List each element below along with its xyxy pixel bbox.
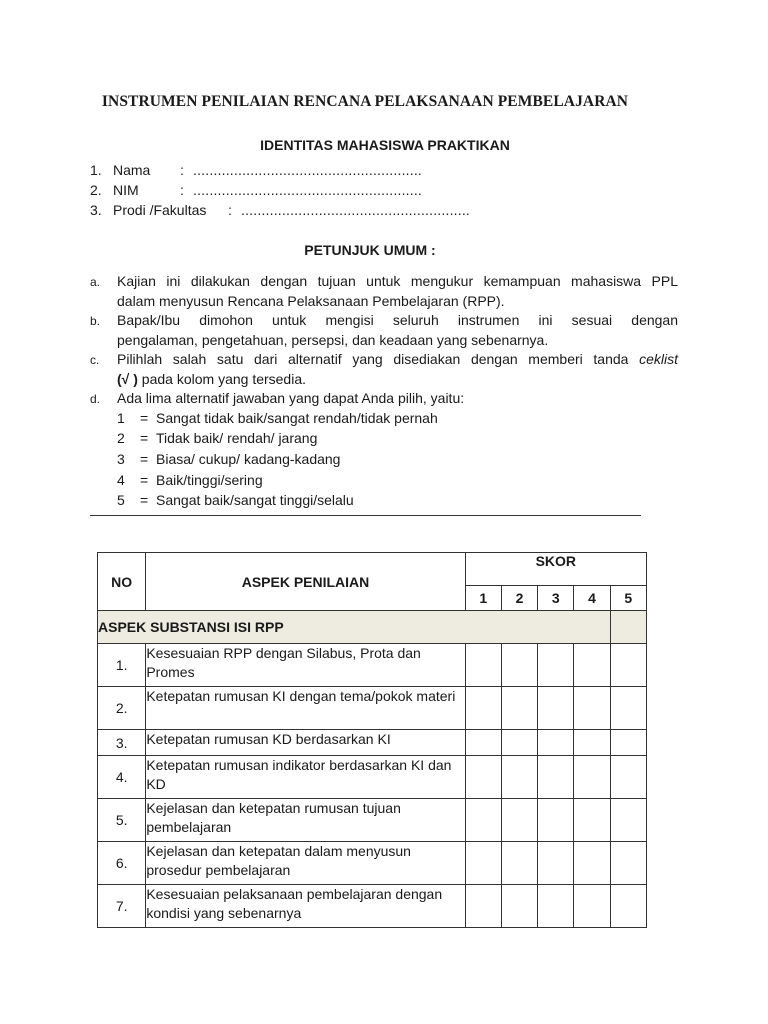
row-number: 4.: [98, 756, 146, 799]
row-number: 6.: [98, 842, 146, 885]
section-blank-cell: [610, 611, 646, 644]
score-cell[interactable]: [574, 842, 610, 885]
score-cell[interactable]: [610, 756, 646, 799]
score-cell[interactable]: [501, 842, 537, 885]
scale-item: [90, 429, 678, 450]
guide-list: [90, 272, 678, 512]
header-aspect: ASPEK PENILAIAN: [146, 553, 465, 611]
score-cell[interactable]: [538, 687, 574, 730]
identity-label: Nama: [113, 162, 151, 178]
score-cell[interactable]: [501, 756, 537, 799]
score-cell[interactable]: [538, 730, 574, 756]
assessment-table: [97, 552, 647, 928]
scale-number: 2: [117, 430, 125, 447]
score-cell[interactable]: [465, 756, 501, 799]
score-column-2: 2: [501, 586, 537, 611]
guide-text: Bapak/Ibu dimohon untuk mengisi seluruh instrumen ini sesuai dengan: [117, 312, 678, 328]
row-number: 5.: [98, 799, 146, 842]
guide-text: Pilihlah salah satu dari alternatif yang disediakan dengan memberi tanda: [117, 351, 629, 367]
score-cell[interactable]: [610, 799, 646, 842]
guide-marker: b.: [90, 314, 101, 328]
section-title: ASPEK SUBSTANSI ISI RPP: [98, 611, 611, 644]
identity-fill-dots: ........................................................: [241, 202, 471, 218]
identity-heading: IDENTITAS MAHASISWA PRAKTIKAN: [260, 137, 510, 153]
table-row: [98, 799, 647, 842]
row-aspect: Kesesuaian RPP dengan Silabus, Prota dan Promes: [146, 644, 465, 687]
score-cell[interactable]: [574, 644, 610, 687]
guide-text: pengalaman, pengetahuan, persepsi, dan keadaan yang sebenarnya.: [117, 331, 549, 348]
guide-marker: c.: [90, 353, 100, 367]
score-column-5: 5: [610, 586, 646, 611]
table-row: [98, 885, 647, 928]
score-cell[interactable]: [574, 756, 610, 799]
score-cell[interactable]: [610, 644, 646, 687]
identity-number: 2.: [90, 182, 102, 198]
row-aspect: Ketepatan rumusan KD berdasarkan KI: [146, 730, 465, 756]
guide-item-a: [90, 272, 678, 311]
score-column-4: 4: [574, 586, 610, 611]
identity-number: 1.: [90, 162, 102, 178]
score-cell[interactable]: [538, 885, 574, 928]
identity-fill-dots: ........................................................: [193, 182, 423, 198]
scale-number: 1: [117, 409, 125, 426]
scale-description: Baik/tinggi/sering: [156, 471, 263, 488]
score-cell[interactable]: [465, 799, 501, 842]
guide-text-line: [117, 350, 678, 370]
guide-item-c: [90, 350, 678, 389]
score-cell[interactable]: [465, 687, 501, 730]
score-cell[interactable]: [501, 730, 537, 756]
guide-text: pada kolom yang tersedia.: [137, 370, 307, 387]
score-cell[interactable]: [610, 687, 646, 730]
scale-equals: =: [140, 450, 149, 467]
horizontal-divider: [90, 515, 641, 516]
scale-equals: =: [140, 471, 149, 488]
table-section-row: [98, 611, 647, 644]
table-header-row: [98, 553, 647, 586]
row-number: 1.: [98, 644, 146, 687]
guide-item-b: [90, 311, 678, 350]
identity-label: Prodi /Fakultas: [113, 202, 207, 218]
scale-number: 3: [117, 450, 125, 467]
identity-number: 3.: [90, 202, 102, 218]
scale-description: Sangat tidak baik/sangat rendah/tidak pernah: [156, 409, 438, 426]
document-title: INSTRUMEN PENILAIAN RENCANA PELAKSANAAN PEMBELAJARAN: [101, 93, 629, 110]
scale-description: Biasa/ cukup/ kadang-kadang: [156, 450, 341, 467]
scale-item: [90, 450, 678, 471]
score-column-1: 1: [465, 586, 501, 611]
identity-colon: :: [228, 202, 232, 218]
table-row: [98, 644, 647, 687]
identity-label: NIM: [113, 182, 139, 198]
scale-number: 5: [117, 492, 125, 509]
guide-marker: d.: [90, 392, 101, 406]
guide-item-d: [90, 389, 678, 409]
guide-heading: PETUNJUK UMUM :: [304, 242, 436, 258]
scale-description: Sangat baik/sangat tinggi/selalu: [156, 492, 354, 509]
score-cell[interactable]: [574, 799, 610, 842]
guide-text: dalam menyusun Rencana Pelaksanaan Pembelajaran (RPP).: [117, 292, 505, 309]
score-cell[interactable]: [574, 730, 610, 756]
guide-marker: a.: [90, 275, 101, 289]
guide-text: Ada lima alternatif jawaban yang dapat Anda pilih, yaitu:: [117, 390, 465, 406]
checkmark-symbol: (√ ): [117, 370, 138, 387]
score-cell[interactable]: [538, 799, 574, 842]
score-cell[interactable]: [610, 885, 646, 928]
scale-equals: =: [140, 430, 149, 447]
scale-equals: =: [140, 409, 149, 426]
score-cell[interactable]: [610, 730, 646, 756]
score-cell[interactable]: [465, 644, 501, 687]
score-cell[interactable]: [501, 885, 537, 928]
score-cell[interactable]: [465, 885, 501, 928]
score-cell[interactable]: [501, 799, 537, 842]
score-cell[interactable]: [538, 756, 574, 799]
scale-number: 4: [117, 471, 125, 488]
score-cell[interactable]: [465, 730, 501, 756]
guide-text: Kajian ini dilakukan dengan tujuan untuk mengukur kemampuan mahasiswa PPL: [117, 273, 678, 289]
row-aspect: Kejelasan dan ketepatan dalam menyusun prosedur pembelajaran: [146, 842, 465, 885]
header-no: NO: [98, 553, 146, 611]
row-aspect: Kesesuaian pelaksanaan pembelajaran dengan kondisi yang sebenarnya: [146, 885, 465, 928]
scale-equals: =: [140, 492, 149, 509]
table-row: [98, 842, 647, 885]
row-number: 3.: [98, 730, 146, 756]
guide-text-line: [117, 370, 678, 390]
score-cell[interactable]: [465, 842, 501, 885]
score-cell[interactable]: [610, 842, 646, 885]
identity-colon: :: [180, 182, 184, 198]
identity-fill-dots: ........................................................: [193, 162, 423, 178]
identity-colon: :: [180, 162, 184, 178]
row-number: 2.: [98, 687, 146, 730]
scale-description: Tidak baik/ rendah/ jarang: [156, 430, 318, 447]
score-cell[interactable]: [501, 644, 537, 687]
table-row: [98, 687, 647, 730]
table-row: [98, 730, 647, 756]
score-cell[interactable]: [538, 644, 574, 687]
score-cell[interactable]: [574, 687, 610, 730]
scale-item: [90, 471, 678, 492]
score-cell[interactable]: [574, 885, 610, 928]
score-cell[interactable]: [538, 842, 574, 885]
row-aspect: Ketepatan rumusan KI dengan tema/pokok materi: [146, 687, 465, 730]
score-column-3: 3: [538, 586, 574, 611]
row-number: 7.: [98, 885, 146, 928]
scale-item: [90, 491, 678, 512]
table-row: [98, 756, 647, 799]
scale-item: [90, 409, 678, 430]
header-score: SKOR: [465, 553, 646, 586]
guide-italic-term: ceklist: [639, 351, 679, 367]
score-cell[interactable]: [501, 687, 537, 730]
row-aspect: Ketepatan rumusan indikator berdasarkan KI dan KD: [146, 756, 465, 799]
row-aspect: Kejelasan dan ketepatan rumusan tujuan pembelajaran: [146, 799, 465, 842]
